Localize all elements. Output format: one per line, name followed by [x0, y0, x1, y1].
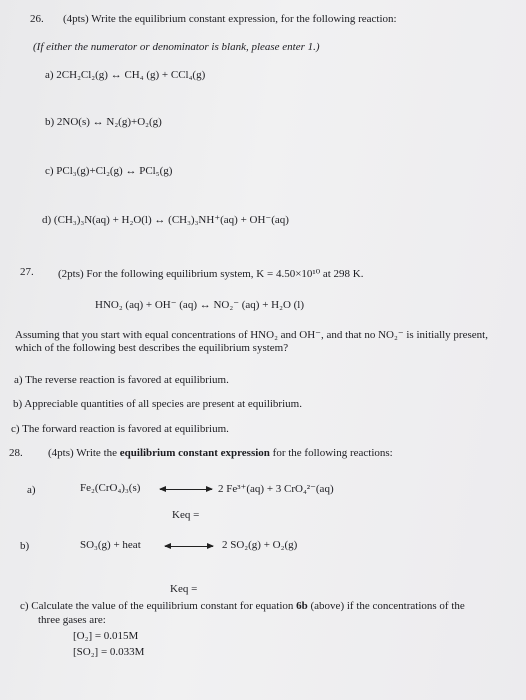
q27-header: (2pts) For the following equilibrium system, K = 4.50×10¹⁰ at 298 K.	[58, 268, 364, 280]
q26-header: (4pts) Write the equilibrium constant expression, for the following reaction:	[63, 13, 397, 25]
q27-prompt-line2: which of the following best describes the equilibrium system?	[15, 342, 289, 354]
q28-a-reactant: Fe₂(CrO₄)₃(s)	[80, 482, 141, 494]
equilibrium-arrow-icon	[165, 546, 213, 547]
q26-part-c: c) PCl₃(g)+Cl₂(g) ↔ PCl₅(g)	[45, 165, 173, 177]
q28-b-label: b)	[20, 540, 30, 552]
q26-part-d: d) (CH₃)₃N(aq) + H₂O(l) ↔ (CH₃)₃NH⁺(aq) + OH⁻(aq)	[42, 214, 289, 226]
q26-number: 26.	[30, 13, 44, 25]
q27-option-c: c) The forward reaction is favored at equilibrium.	[11, 423, 229, 435]
q26-part-a: a) 2CH₂Cl₂(g) ↔ CH₄ (g) + CCl₄(g)	[45, 69, 206, 81]
q28-c-prompt: c) Calculate the value of the equilibrium constant for equation 6b (above) if the concentrations of the	[20, 600, 465, 612]
q28-a-products: 2 Fe³⁺(aq) + 3 CrO₄²⁻(aq)	[218, 483, 334, 495]
q28-header: (4pts) Write the equilibrium constant expression for the following reactions:	[48, 447, 393, 459]
q28-b-keq: Keq =	[170, 583, 198, 595]
q28-a-label: a)	[27, 484, 36, 496]
q28-b-reactant: SO₃(g) + heat	[80, 539, 141, 551]
q28-b-products: 2 SO₂(g) + O₂(g)	[222, 539, 298, 551]
q27-prompt-line1: Assuming that you start with equal concentrations of HNO₂ and OH⁻, and that no NO₂⁻ is initially present,	[15, 329, 488, 341]
q26-note: (If either the numerator or denominator is blank, please enter 1.)	[33, 41, 320, 53]
q26-part-b: b) 2NO(s) ↔ N₂(g)+O₂(g)	[45, 116, 162, 128]
q28-c-prompt-line2: three gases are:	[38, 614, 106, 626]
q28-number: 28.	[9, 447, 23, 459]
q28-a-keq: Keq =	[172, 509, 200, 521]
equilibrium-arrow-icon	[160, 489, 212, 490]
q27-option-a: a) The reverse reaction is favored at equilibrium.	[14, 374, 229, 386]
q27-reaction: HNO₂ (aq) + OH⁻ (aq) ↔ NO₂⁻ (aq) + H₂O (l)	[95, 299, 305, 311]
q27-option-b: b) Appreciable quantities of all species are present at equilibrium.	[13, 398, 302, 410]
q27-number: 27.	[20, 266, 34, 278]
q28-conc-so2: [SO₂] = 0.033M	[73, 646, 145, 658]
q28-conc-o2: [O₂] = 0.015M	[73, 630, 139, 642]
